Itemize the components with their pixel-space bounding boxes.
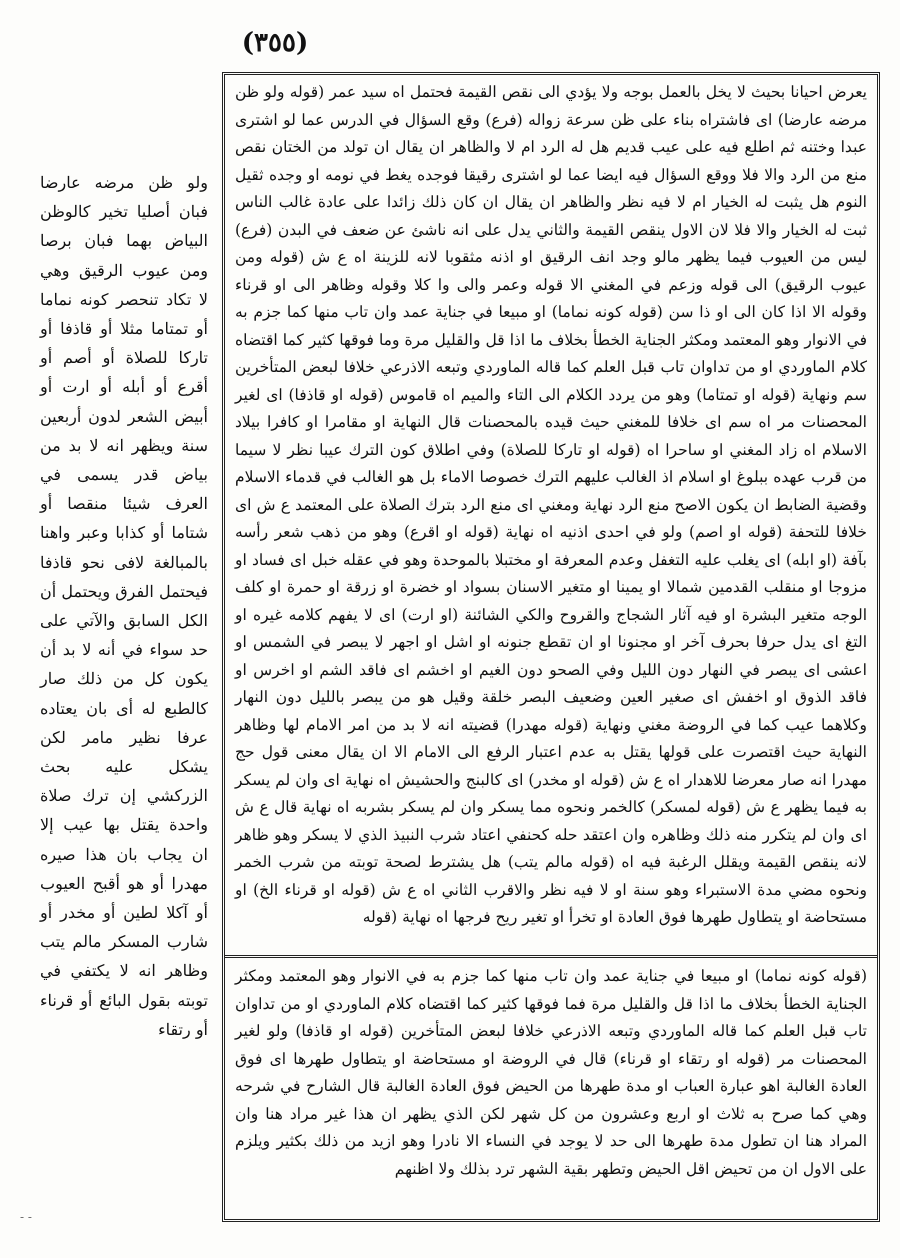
section-divider [225, 955, 877, 958]
page-number: (٣٥٥) [241, 28, 309, 58]
margin-matn-text: ولو ظن مرضه عارضا فبان أصليا تخير كالوظن البياض بهما فبان برصا ومن عيوب الرقيق وهي لا تكاد تنحصر كونه نماما أو تمتاما مثلا أو قاذفا أو تاركا للصلاة أو أصم أو أقرع أو أبله أو ارت أو أبيض الشعر لدون أربعين سنة ويظهر انه لا بد من بياض قدر يسمى في العرف شيئا منقصا أو شتاما أو كذابا وعبر واهنا بالمبالغة لافى نحو قاذفا فيحتمل الفرق ويحتمل أن الكل السابق والآتي على حد سواء في أنه لا بد أن يكون كل من ذلك صار كالطبع له أى بان يعتاده عرفا نظير مامر لكن يشكل عليه بحث الزركشي إن ترك صلاة واحدة يقتل بها عيب إلا ان يجاب بان هذا صيره مهدرا أو هو أقبح العيوب أو آكلا لطين أو مخدر أو شارب المسكر مالم يتب وظاهر انه لا يكتفي في توبته بقول البائع أو قرناء أو رتقاء [40, 173, 208, 1039]
lower-commentary-text: (قوله كونه نماما) او مبيعا في جناية عمد وان تاب منها كما جزم به في الانوار وهو المعتمد ومكثر الجناية الخطأ بخلاف ما اذا قل والقليل مرة فما فوقها كثير كما اقتضاه كلام الماوردي او من تداوان تاب قبل العلم كما قاله الماوردي وتبعه الاذرعي خلافا لبعض المتأخرين (قوله او قاذفا) ولو لغير المحصنات مر (قوله او رتقاء او قرناء) قال في الروضة او مستحاضة او يتطاول طهرها اى فوق العادة الغالبة اهو عبارة العباب او مدة طهرها من الحيض فوق العادة الغالبة قال الشارح في شرحه وهي كما صرح به ثلاث او اربع وعشرون من كل شهر لكن الذي يظهر ان هذا غير مراد هنا وان المراد هنا ان تطول مدة طهرها الى حد لا يوجد في النساء الا نادرا وهو ازيد من ذلك بكثير ويلزم على الاول ان من تحيض اقل الحيض وتطهر بقية الشهر ترد بذلك ولا اظنهم [235, 967, 867, 1178]
main-commentary-frame [222, 72, 880, 1222]
margin-marker: - - [20, 1210, 32, 1224]
main-commentary-text: يعرض احيانا بحيث لا يخل بالعمل بوجه ولا يؤدي الى نقص القيمة فحتمل اه سيد عمر (قوله ولو ظن مرضه عارضا) اى فاشتراه بناء على ظن سرعة زواله (فرع) وقع السؤال في الدرس عما لو اشترى عبدا وختنه ثم اطلع فيه على عيب قديم هل له الرد ام لا والظاهر ان يقال ان تولد من الختان نقص منع من الرد والا فلا ووقع السؤال فيه ايضا عما لو اشترى رقيقا فوجده يغط في نومه او وجده ثقيل النوم هل يثبت له الخيار ام لا فيه نظر والظاهر ان يقال ان كان ذلك زائدا على عادة غالب الناس ثبت له الخيار والا فلا لان الاول ينقص القيمة والثاني يدل على انه ناشئ عن ضعف في البدن (فرع) ليس من العيوب فيما يظهر مالو وجد انف الرقيق او اذنه مثقوبا لانه للزينة اه ع ش (قوله ومن عيوب الرقيق) الى قوله وزعم في المغني الا قوله وعمر والى وا كلا وقوله وظاهر الى او قرناء وقوله الا اذا كان الى او ذا سن (قوله كونه نماما) او مبيعا في جناية عمد وان تاب منها كما جزم به في الانوار وهو المعتمد ومكثر الجناية الخطأ بخلاف ما اذا قل والقليل مرة وما فوقها كثير كما اقتضاه كلام الماوردي او من تداوان تاب قبل العلم كما قاله الماوردي وتبعه الاذرعي خلافا لبعض المتأخرين سم ونهاية (قوله او تمتاما) وهو من يردد الكلام الى التاء والميم اه قاموس (قوله او قاذفا) اى لغير المحصنات مر اه سم اى خلافا للمغني حيث قيده بالمحصنات قال النهاية او مقامرا او كافرا بيلاد الاسلام اه زاد المغني او ساحرا اه (قوله او تاركا للصلاة) وفي اطلاق كون الترك عيبا نظر لا سيما من قرب عهده ببلوغ او اسلام اذ الغالب عليهم الترك خصوصا الاماء بل هو الغالب في قدماء الاسلام وقضية الضابط ان يكون الاصح منع الرد نهاية ومغني اى منع الرد بترك الصلاة على المعتمد ع ش اى خلافا للتحفة (قوله او اصم) ولو في احدى اذنيه اه نهاية (قوله او اقرع) وهو من ذهب شعر رأسه بآفة (او ابله) اى يغلب عليه التغفل وعدم المعرفة او مختبلا بالموحدة وهو في عقله خبل اى فساد او مزوجا او منقلب القدمين شمالا او يمينا او متغير الاسنان بسواد او خضرة او زرقة او حمرة او كلف الوجه متغير البشرة او فيه آثار الشجاج والقروح والكي الشائنة (او ارت) اى لا يفهم كلامه غيره او التغ اى يدل حرفا بحرف آخر او مجنونا او ان تقطع جنونه او اشل او اجهر لا يبصر في الشمس او اعشى اى يبصر في النهار دون الليل وفي الصحو دون الغيم او اخشم اى فاقد الشم او اخرس او فاقد الذوق او اخفش اى صغير العين وضعيف البصر خلقة وقيل هو من يبصر بالليل دون النهار وكلاهما عيب كما في الروضة مغني ونهاية (قوله مهدرا) قضيته انه لا بد من امر الامام لها وظاهر النهاية حيث اقتصرت على قولها يقتل به عدم اعتبار الرفع الى الامام الا ان يقال معنى قول حج مهدرا انه صار معرضا للاهدار اه ع ش (قوله او مخدر) اى كالبنج والحشيش اه نهاية اى وان لم يسكر به فيما يظهر ع ش (قوله لمسكر) كالخمر ونحوه مما يسكر وان لم يسكر بشربه اه نهاية قال ع ش اى وان لم يتكرر منه ذلك وظاهره وان اعتقد حله كحنفي اعتاد شرب النبيذ الذي لا يسكر وهو ظاهر لانه ينقص القيمة ويقلل الرغبة فيه اه (قوله مالم يتب) هل يشترط لصحة توبته من شرب الخمر ونحوه مضي مدة الاستبراء وهو سنة او لا فيه نظر والاقرب الثاني اه ع ش (قوله او قرناء الخ) او مستحاضة او يتطاول طهرها فوق العادة او تخرأ او تغير ريح فرجها اه نهاية (قوله [235, 83, 867, 926]
